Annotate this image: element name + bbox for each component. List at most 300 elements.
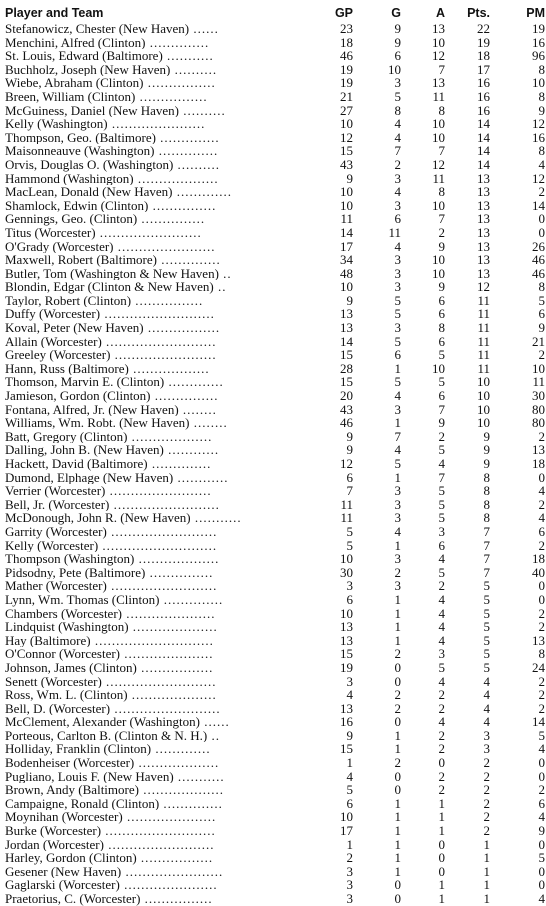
g-cell: 2 xyxy=(394,701,401,716)
player-team-cell xyxy=(5,756,329,770)
g-cell: 1 xyxy=(394,728,401,743)
header-pts: Pts. xyxy=(467,6,490,20)
player-team-cell xyxy=(5,702,329,716)
player-name: Praetorius, C. (Worcester) xyxy=(5,892,141,906)
a-cell: 5 xyxy=(438,511,445,525)
dot-leader: .............. xyxy=(145,35,210,50)
a-cell: 2 xyxy=(438,728,445,743)
a-cell: 2 xyxy=(438,579,445,593)
player-team-cell xyxy=(5,851,329,865)
player-team-cell xyxy=(5,362,329,376)
pts-cell: 10 xyxy=(477,389,490,403)
table-row xyxy=(5,226,545,240)
table-row xyxy=(5,824,545,838)
dot-leader: .......................... xyxy=(101,824,216,838)
dot-leader: ............. xyxy=(164,375,224,390)
pts-cell: 16 xyxy=(477,76,490,90)
a-cell: 4 xyxy=(438,592,445,607)
g-cell: 1 xyxy=(394,864,401,879)
g-cell: 5 xyxy=(394,89,401,104)
player-name: Pugliano, Louis F. (New Haven) xyxy=(5,769,174,784)
table-row xyxy=(5,457,545,471)
player-team-cell xyxy=(5,49,329,63)
g-cell: 2 xyxy=(394,688,401,702)
player-team-cell xyxy=(5,770,329,784)
dot-leader: ....................... xyxy=(121,864,224,879)
table-row xyxy=(5,484,545,498)
player-name: Brown, Andy (Baltimore) xyxy=(5,783,139,797)
g-cell: 0 xyxy=(394,878,401,892)
table-row xyxy=(5,389,545,403)
player-name: Mather (Worcester) xyxy=(5,579,107,593)
table-row xyxy=(5,838,545,852)
pm-cell: 13 xyxy=(532,633,545,648)
dot-leader: .............. xyxy=(159,796,223,811)
player-name: Hay (Baltimore) xyxy=(5,633,91,648)
table-row xyxy=(5,22,545,36)
table-row xyxy=(5,307,545,321)
table-row xyxy=(5,552,545,566)
gp-cell: 5 xyxy=(346,538,353,553)
dot-leader: .......... xyxy=(173,157,221,172)
pts-cell: 8 xyxy=(483,470,490,485)
table-row xyxy=(5,661,545,675)
player-name: Campaigne, Ronald (Clinton) xyxy=(5,796,160,811)
pm-cell: 2 xyxy=(538,701,545,716)
a-cell: 7 xyxy=(438,470,445,485)
player-name: Ross, Wm. L. (Clinton) xyxy=(5,688,128,702)
gp-cell: 43 xyxy=(340,157,353,172)
dot-leader: ........................... xyxy=(98,538,218,553)
player-name: Maxwell, Robert (Baltimore) xyxy=(5,253,157,267)
pm-cell: 30 xyxy=(532,389,545,403)
pts-cell: 2 xyxy=(483,824,490,838)
dot-leader: ........ xyxy=(189,416,228,430)
g-cell: 1 xyxy=(394,633,401,648)
pts-cell: 19 xyxy=(477,35,490,50)
g-cell: 3 xyxy=(394,484,401,498)
g-cell: 4 xyxy=(394,389,401,403)
pm-cell: 4 xyxy=(538,742,545,757)
player-team-cell xyxy=(5,443,329,457)
a-cell: 7 xyxy=(438,144,445,158)
a-cell: 4 xyxy=(438,457,445,471)
player-team-cell xyxy=(5,457,329,471)
gp-cell: 4 xyxy=(346,688,353,702)
a-cell: 6 xyxy=(438,389,445,403)
pm-cell: 2 xyxy=(538,620,545,634)
table-row xyxy=(5,498,545,512)
g-cell: 3 xyxy=(394,402,401,417)
pm-cell: 10 xyxy=(532,76,545,90)
a-cell: 0 xyxy=(438,864,445,879)
player-team-cell xyxy=(5,607,329,621)
a-cell: 1 xyxy=(438,892,445,906)
player-stats-table xyxy=(5,4,545,906)
table-row xyxy=(5,851,545,865)
table-row xyxy=(5,253,545,267)
dot-leader: ................. xyxy=(136,851,214,865)
gp-cell: 6 xyxy=(346,470,353,485)
player-name: Hann, Russ (Baltimore) xyxy=(5,361,129,376)
pts-cell: 14 xyxy=(477,117,490,131)
dot-leader: .............. xyxy=(147,457,212,471)
player-team-cell xyxy=(5,498,329,512)
gp-cell: 9 xyxy=(346,171,353,186)
table-row xyxy=(5,158,545,172)
dot-leader: ..................... xyxy=(122,810,217,825)
pm-cell: 0 xyxy=(538,769,545,784)
player-name: MacLean, Donald (New Haven) xyxy=(5,185,173,199)
pts-cell: 3 xyxy=(483,742,490,757)
player-name: Jamieson, Gordon (Clinton) xyxy=(5,389,151,403)
a-cell: 7 xyxy=(438,212,445,226)
player-name: Senett (Worcester) xyxy=(5,674,102,689)
dot-leader: ........... xyxy=(162,49,214,63)
a-cell: 8 xyxy=(438,103,445,118)
g-cell: 0 xyxy=(394,783,401,797)
pm-cell: 2 xyxy=(538,348,545,362)
pm-cell: 8 xyxy=(538,62,545,77)
dot-leader: ................... xyxy=(134,552,220,566)
pts-cell: 5 xyxy=(483,592,490,607)
g-cell: 0 xyxy=(394,660,401,675)
gp-cell: 21 xyxy=(340,89,353,104)
player-name: Butler, Tom (Washington & New Haven) xyxy=(5,266,219,281)
player-team-cell xyxy=(5,416,329,430)
pts-cell: 1 xyxy=(483,864,490,879)
table-row xyxy=(5,579,545,593)
gp-cell: 19 xyxy=(340,76,353,90)
pts-cell: 16 xyxy=(477,89,490,104)
pts-cell: 10 xyxy=(477,402,490,417)
table-row xyxy=(5,756,545,770)
pts-cell: 2 xyxy=(483,769,490,784)
gp-cell: 15 xyxy=(340,375,353,390)
gp-cell: 15 xyxy=(340,742,353,757)
player-team-cell xyxy=(5,185,329,199)
dot-leader: ................... xyxy=(134,756,220,770)
table-row xyxy=(5,539,545,553)
g-cell: 4 xyxy=(394,239,401,254)
player-team-cell xyxy=(5,865,329,879)
player-team-cell xyxy=(5,783,329,797)
table-row xyxy=(5,525,545,539)
pm-cell: 6 xyxy=(538,524,545,539)
gp-cell: 9 xyxy=(346,293,353,308)
player-team-cell xyxy=(5,63,329,77)
table-row xyxy=(5,321,545,335)
player-team-cell xyxy=(5,729,329,743)
pts-cell: 22 xyxy=(477,22,490,36)
gp-cell: 6 xyxy=(346,592,353,607)
a-cell: 2 xyxy=(438,783,445,797)
pm-cell: 46 xyxy=(532,253,545,267)
gp-cell: 6 xyxy=(346,796,353,811)
gp-cell: 9 xyxy=(346,429,353,444)
a-cell: 1 xyxy=(438,810,445,825)
dot-leader: .......................... xyxy=(100,307,215,322)
pm-cell: 16 xyxy=(532,130,545,145)
g-cell: 1 xyxy=(394,824,401,838)
table-row xyxy=(5,144,545,158)
table-row xyxy=(5,742,545,756)
player-team-cell xyxy=(5,838,329,852)
a-cell: 13 xyxy=(432,76,445,90)
dot-leader: ......................... xyxy=(106,579,218,593)
table-row xyxy=(5,76,545,90)
gp-cell: 14 xyxy=(340,334,353,349)
player-team-cell xyxy=(5,403,329,417)
player-team-cell xyxy=(5,824,329,838)
gp-cell: 13 xyxy=(340,307,353,322)
g-cell: 5 xyxy=(394,375,401,390)
gp-cell: 13 xyxy=(340,701,353,716)
gp-cell: 48 xyxy=(340,266,353,281)
dot-leader: ............... xyxy=(137,212,206,226)
player-name: Garrity (Worcester) xyxy=(5,524,107,539)
pts-cell: 14 xyxy=(477,144,490,158)
header-pm: PM xyxy=(526,6,545,20)
pm-cell: 6 xyxy=(538,796,545,811)
pm-cell: 46 xyxy=(532,266,545,281)
player-name: Williams, Wm. Robt. (New Haven) xyxy=(5,416,190,430)
gp-cell: 4 xyxy=(346,769,353,784)
g-cell: 10 xyxy=(388,62,401,77)
table-row xyxy=(5,892,545,906)
pts-cell: 13 xyxy=(477,253,490,267)
a-cell: 10 xyxy=(432,266,445,281)
pm-cell: 8 xyxy=(538,144,545,158)
player-team-cell xyxy=(5,131,329,145)
dot-leader: ........ xyxy=(178,402,217,417)
pts-cell: 10 xyxy=(477,416,490,430)
pts-cell: 14 xyxy=(477,157,490,172)
player-name: Hammond (Washington) xyxy=(5,171,134,186)
pts-cell: 13 xyxy=(477,185,490,199)
player-name: Burke (Worcester) xyxy=(5,824,102,838)
gp-cell: 43 xyxy=(340,402,353,417)
a-cell: 10 xyxy=(432,198,445,213)
dot-leader: .. xyxy=(207,728,220,743)
pts-cell: 16 xyxy=(477,103,490,118)
g-cell: 5 xyxy=(394,457,401,471)
a-cell: 5 xyxy=(438,565,445,580)
gp-cell: 46 xyxy=(340,416,353,430)
g-cell: 1 xyxy=(394,742,401,757)
player-team-cell xyxy=(5,742,329,756)
player-team-cell xyxy=(5,511,329,525)
dot-leader: ................. xyxy=(143,321,221,335)
player-team-cell xyxy=(5,525,329,539)
player-team-cell xyxy=(5,117,329,131)
dot-leader: .................. xyxy=(128,361,210,376)
a-cell: 3 xyxy=(438,524,445,539)
dot-leader: ........................ xyxy=(95,225,202,240)
gp-cell: 5 xyxy=(346,524,353,539)
gp-cell: 1 xyxy=(346,756,353,770)
pm-cell: 21 xyxy=(532,334,545,349)
pts-cell: 9 xyxy=(483,429,490,444)
g-cell: 3 xyxy=(394,552,401,566)
g-cell: 3 xyxy=(394,321,401,335)
gp-cell: 3 xyxy=(346,878,353,892)
player-team-cell xyxy=(5,810,329,824)
player-team-cell xyxy=(5,199,329,213)
pts-cell: 13 xyxy=(477,239,490,254)
player-team-cell xyxy=(5,144,329,158)
table-row xyxy=(5,430,545,444)
player-team-cell xyxy=(5,878,329,892)
table-row xyxy=(5,416,545,430)
table-row xyxy=(5,185,545,199)
player-team-cell xyxy=(5,321,329,335)
pm-cell: 96 xyxy=(532,49,545,63)
dot-leader: .................... xyxy=(128,620,218,634)
dot-leader: ......................... xyxy=(103,837,215,852)
g-cell: 6 xyxy=(394,348,401,362)
dot-leader: .. xyxy=(213,280,227,294)
g-cell: 3 xyxy=(394,497,401,512)
a-cell: 11 xyxy=(432,89,445,104)
gp-cell: 9 xyxy=(346,443,353,457)
g-cell: 4 xyxy=(394,443,401,457)
gp-cell: 11 xyxy=(340,511,353,525)
pm-cell: 0 xyxy=(538,225,545,240)
player-name: Duffy (Worcester) xyxy=(5,307,101,322)
table-row xyxy=(5,878,545,892)
g-cell: 1 xyxy=(394,851,401,865)
header-a: A xyxy=(435,6,445,20)
g-cell: 1 xyxy=(394,470,401,485)
pts-cell: 1 xyxy=(483,837,490,852)
player-name: Dalling, John B. (New Haven) xyxy=(5,443,164,457)
g-cell: 4 xyxy=(394,185,401,199)
g-cell: 3 xyxy=(394,266,401,281)
a-cell: 7 xyxy=(438,402,445,417)
g-cell: 5 xyxy=(394,334,401,349)
player-team-cell xyxy=(5,226,329,240)
table-row xyxy=(5,783,545,797)
dot-leader: ................. xyxy=(136,660,214,675)
g-cell: 6 xyxy=(394,212,401,226)
pm-cell: 24 xyxy=(532,660,545,675)
pts-cell: 5 xyxy=(483,633,490,648)
gp-cell: 11 xyxy=(340,497,353,512)
dot-leader: .......................... xyxy=(101,334,217,349)
gp-cell: 27 xyxy=(340,103,353,118)
dot-leader: .............. xyxy=(159,592,224,607)
gp-cell: 14 xyxy=(340,225,353,240)
player-name: Johnson, James (Clinton) xyxy=(5,660,137,675)
a-cell: 6 xyxy=(438,307,445,322)
a-cell: 2 xyxy=(438,429,445,444)
dot-leader: ........................ xyxy=(105,484,212,498)
gp-cell: 12 xyxy=(340,130,353,145)
player-name: Orvis, Douglas O. (Washington) xyxy=(5,157,174,172)
dot-leader: ............... xyxy=(150,389,219,403)
table-row xyxy=(5,865,545,879)
a-cell: 6 xyxy=(438,334,445,349)
dot-leader: ................... xyxy=(127,429,213,444)
a-cell: 7 xyxy=(438,62,445,77)
player-team-cell xyxy=(5,797,329,811)
gp-cell: 3 xyxy=(346,579,353,593)
pm-cell: 80 xyxy=(532,402,545,417)
gp-cell: 5 xyxy=(346,783,353,797)
pm-cell: 11 xyxy=(532,375,545,390)
dot-leader: .............. xyxy=(157,253,221,267)
player-team-cell xyxy=(5,430,329,444)
gp-cell: 3 xyxy=(346,892,353,906)
gp-cell: 23 xyxy=(340,22,353,36)
g-cell: 1 xyxy=(394,606,401,621)
pm-cell: 18 xyxy=(532,552,545,566)
dot-leader: ............................ xyxy=(90,633,214,648)
player-team-cell xyxy=(5,634,329,648)
gp-cell: 15 xyxy=(340,348,353,362)
player-team-cell xyxy=(5,484,329,498)
dot-leader: ........... xyxy=(190,511,242,525)
player-team-cell xyxy=(5,539,329,553)
a-cell: 4 xyxy=(438,674,445,689)
a-cell: 11 xyxy=(432,171,445,186)
a-cell: 12 xyxy=(432,49,445,63)
a-cell: 4 xyxy=(438,552,445,566)
player-name: Bell, D. (Worcester) xyxy=(5,701,111,716)
pm-cell: 16 xyxy=(532,35,545,50)
pts-cell: 11 xyxy=(477,321,490,335)
pm-cell: 4 xyxy=(538,892,545,906)
player-name: Bodenheiser (Worcester) xyxy=(5,756,135,770)
gp-cell: 3 xyxy=(346,864,353,879)
player-team-cell xyxy=(5,36,329,50)
pm-cell: 9 xyxy=(538,321,545,335)
player-name: Buchholz, Joseph (New Haven) xyxy=(5,62,171,77)
player-name: Chambers (Worcester) xyxy=(5,606,122,621)
a-cell: 5 xyxy=(438,443,445,457)
a-cell: 10 xyxy=(432,35,445,50)
player-name: Taylor, Robert (Clinton) xyxy=(5,293,132,308)
a-cell: 2 xyxy=(438,225,445,240)
player-name: Thomson, Marvin E. (Clinton) xyxy=(5,375,165,390)
player-name: Gaglarski (Worcester) xyxy=(5,878,120,892)
g-cell: 9 xyxy=(394,22,401,36)
player-name: Verrier (Worcester) xyxy=(5,484,106,498)
pm-cell: 2 xyxy=(538,606,545,621)
g-cell: 1 xyxy=(394,837,401,852)
player-name: Gennings, Geo. (Clinton) xyxy=(5,212,138,226)
player-name: Allain (Worcester) xyxy=(5,334,102,349)
table-row xyxy=(5,348,545,362)
pts-cell: 18 xyxy=(477,49,490,63)
table-row xyxy=(5,770,545,784)
header-gp: GP xyxy=(334,6,353,20)
pm-cell: 4 xyxy=(538,157,545,172)
pts-cell: 7 xyxy=(483,538,490,553)
table-row xyxy=(5,280,545,294)
g-cell: 3 xyxy=(394,253,401,267)
g-cell: 1 xyxy=(394,538,401,553)
pm-cell: 0 xyxy=(538,864,545,879)
player-name: McClement, Alexander (Washington) xyxy=(5,715,200,729)
gp-cell: 13 xyxy=(340,620,353,634)
player-name: Holliday, Franklin (Clinton) xyxy=(5,742,152,757)
g-cell: 2 xyxy=(394,756,401,770)
table-row xyxy=(5,443,545,457)
pts-cell: 2 xyxy=(483,796,490,811)
table-row xyxy=(5,634,545,648)
